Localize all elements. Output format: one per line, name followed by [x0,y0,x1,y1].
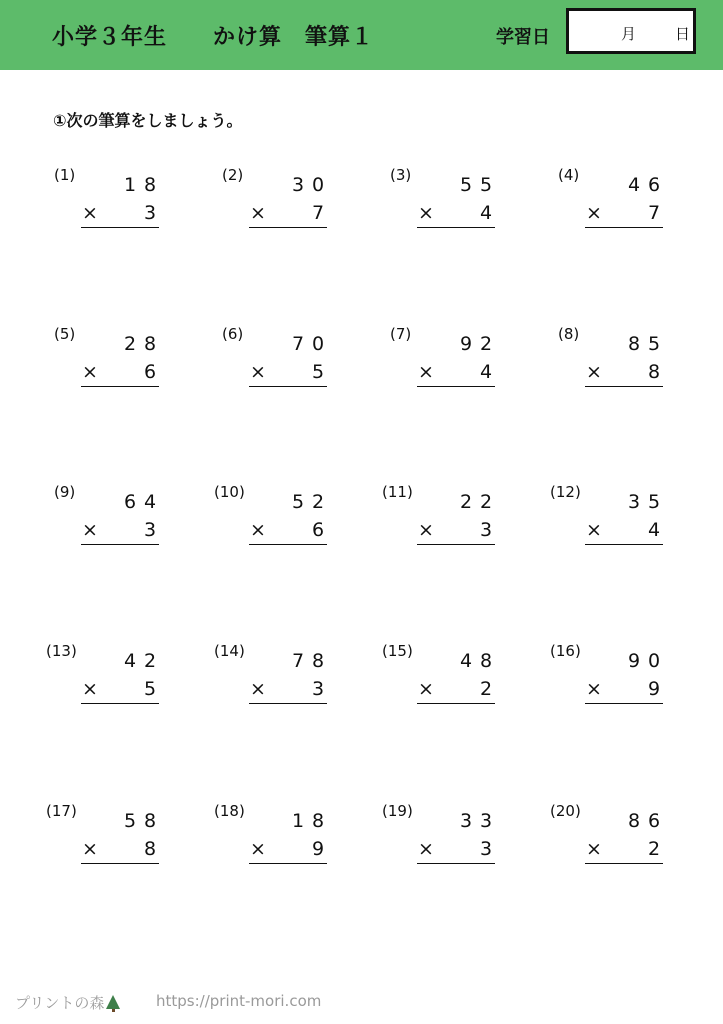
date-label: 学習日 [496,27,550,48]
problem-number: (19) [382,802,413,820]
multiplicand-digit: 9 [627,650,641,672]
times-symbol: × [418,202,434,224]
problem-number: (2) [222,166,244,184]
multiplicand-digit: 6 [123,491,137,513]
multiplicand-digit: 5 [123,810,137,832]
problem-number: (17) [46,802,77,820]
problem-number: (8) [558,325,580,343]
times-symbol: × [82,361,98,383]
answer-line [249,386,327,387]
multiplicand-digit: 3 [291,174,305,196]
brand-name: プリントの森 [15,994,105,1012]
multiplier-digit: 6 [143,361,157,383]
multiplier-digit: 7 [647,202,661,224]
problem-6 [222,325,347,405]
multiplicand-digit: 5 [647,333,661,355]
times-symbol: × [586,838,602,860]
multiplicand-digit: 8 [627,810,641,832]
answer-line [417,703,495,704]
tree-icon [106,995,120,1009]
problem-number: (9) [54,483,76,501]
answer-line [417,863,495,864]
date-box[interactable] [566,8,696,54]
problem-number: (6) [222,325,244,343]
times-symbol: × [586,678,602,700]
multiplicand-digit: 6 [647,174,661,196]
answer-line [417,227,495,228]
multiplicand-digit: 6 [647,810,661,832]
multiplicand-digit: 2 [123,333,137,355]
multiplicand-digit: 2 [459,491,473,513]
answer-line [249,863,327,864]
answer-line [81,703,159,704]
problem-number: (14) [214,642,245,660]
multiplicand-digit: 9 [459,333,473,355]
problem-20 [550,802,675,882]
times-symbol: × [82,202,98,224]
answer-line [249,227,327,228]
answer-line [585,386,663,387]
problem-5 [54,325,179,405]
multiplier-digit: 8 [143,838,157,860]
multiplicand-digit: 0 [311,333,325,355]
answer-line [585,863,663,864]
multiplier-digit: 2 [479,678,493,700]
problem-2 [222,166,347,246]
multiplicand-digit: 8 [311,650,325,672]
multiplier-digit: 3 [479,838,493,860]
multiplicand-digit: 3 [627,491,641,513]
answer-line [81,386,159,387]
times-symbol: × [250,838,266,860]
problem-11 [382,483,507,563]
problem-14 [214,642,339,722]
multiplier-digit: 4 [479,361,493,383]
problem-1 [54,166,179,246]
problem-number: (16) [550,642,581,660]
times-symbol: × [82,678,98,700]
times-symbol: × [418,361,434,383]
answer-line [585,227,663,228]
multiplicand-digit: 5 [459,174,473,196]
multiplicand-digit: 0 [311,174,325,196]
multiplicand-digit: 4 [123,650,137,672]
multiplicand-digit: 2 [479,333,493,355]
times-symbol: × [418,838,434,860]
instruction: ①次の筆算をしましょう。 [53,111,243,130]
problem-number: (13) [46,642,77,660]
problem-number: (18) [214,802,245,820]
problem-13 [46,642,171,722]
problem-4 [558,166,683,246]
page-title: 小学３年生 かけ算 筆算１ [52,25,375,50]
times-symbol: × [418,678,434,700]
multiplicand-digit: 5 [479,174,493,196]
multiplier-digit: 4 [647,519,661,541]
problem-10 [214,483,339,563]
problem-number: (11) [382,483,413,501]
multiplier-digit: 2 [647,838,661,860]
multiplicand-digit: 8 [143,810,157,832]
problem-15 [382,642,507,722]
problem-7 [390,325,515,405]
answer-line [249,703,327,704]
times-symbol: × [250,678,266,700]
multiplicand-digit: 8 [479,650,493,672]
multiplier-digit: 3 [479,519,493,541]
problem-number: (15) [382,642,413,660]
multiplicand-digit: 3 [479,810,493,832]
multiplicand-digit: 4 [627,174,641,196]
multiplicand-digit: 7 [291,650,305,672]
problem-19 [382,802,507,882]
times-symbol: × [586,361,602,383]
multiplier-digit: 5 [143,678,157,700]
answer-line [417,544,495,545]
multiplicand-digit: 4 [459,650,473,672]
problem-12 [550,483,675,563]
multiplicand-digit: 3 [459,810,473,832]
problem-17 [46,802,171,882]
header-bar [0,0,723,70]
multiplier-digit: 9 [647,678,661,700]
multiplier-digit: 6 [311,519,325,541]
multiplicand-digit: 8 [311,810,325,832]
day-label: 日 [675,25,691,43]
times-symbol: × [250,361,266,383]
multiplicand-digit: 2 [479,491,493,513]
answer-line [81,227,159,228]
multiplicand-digit: 8 [143,333,157,355]
multiplicand-digit: 0 [647,650,661,672]
problem-number: (20) [550,802,581,820]
problem-16 [550,642,675,722]
answer-line [585,703,663,704]
multiplier-digit: 8 [647,361,661,383]
multiplicand-digit: 8 [627,333,641,355]
multiplicand-digit: 4 [143,491,157,513]
problem-18 [214,802,339,882]
footer-brand [15,992,120,1013]
problem-number: (1) [54,166,76,184]
multiplier-digit: 3 [311,678,325,700]
answer-line [585,544,663,545]
multiplicand-digit: 1 [291,810,305,832]
multiplicand-digit: 8 [143,174,157,196]
problem-9 [54,483,179,563]
problem-number: (4) [558,166,580,184]
problem-3 [390,166,515,246]
multiplicand-digit: 2 [143,650,157,672]
answer-line [81,544,159,545]
month-label: 月 [621,25,637,43]
footer-url: https://print-mori.com [156,992,322,1010]
multiplier-digit: 3 [143,202,157,224]
times-symbol: × [418,519,434,541]
multiplier-digit: 5 [311,361,325,383]
problem-number: (7) [390,325,412,343]
multiplier-digit: 7 [311,202,325,224]
multiplicand-digit: 5 [291,491,305,513]
problem-number: (3) [390,166,412,184]
times-symbol: × [586,202,602,224]
multiplicand-digit: 7 [291,333,305,355]
answer-line [81,863,159,864]
times-symbol: × [250,519,266,541]
problem-number: (10) [214,483,245,501]
answer-line [249,544,327,545]
problem-8 [558,325,683,405]
multiplier-digit: 3 [143,519,157,541]
multiplier-digit: 9 [311,838,325,860]
problem-number: (12) [550,483,581,501]
multiplicand-digit: 5 [647,491,661,513]
multiplicand-digit: 2 [311,491,325,513]
multiplier-digit: 4 [479,202,493,224]
multiplicand-digit: 1 [123,174,137,196]
times-symbol: × [250,202,266,224]
answer-line [417,386,495,387]
problem-number: (5) [54,325,76,343]
times-symbol: × [82,519,98,541]
times-symbol: × [586,519,602,541]
times-symbol: × [82,838,98,860]
